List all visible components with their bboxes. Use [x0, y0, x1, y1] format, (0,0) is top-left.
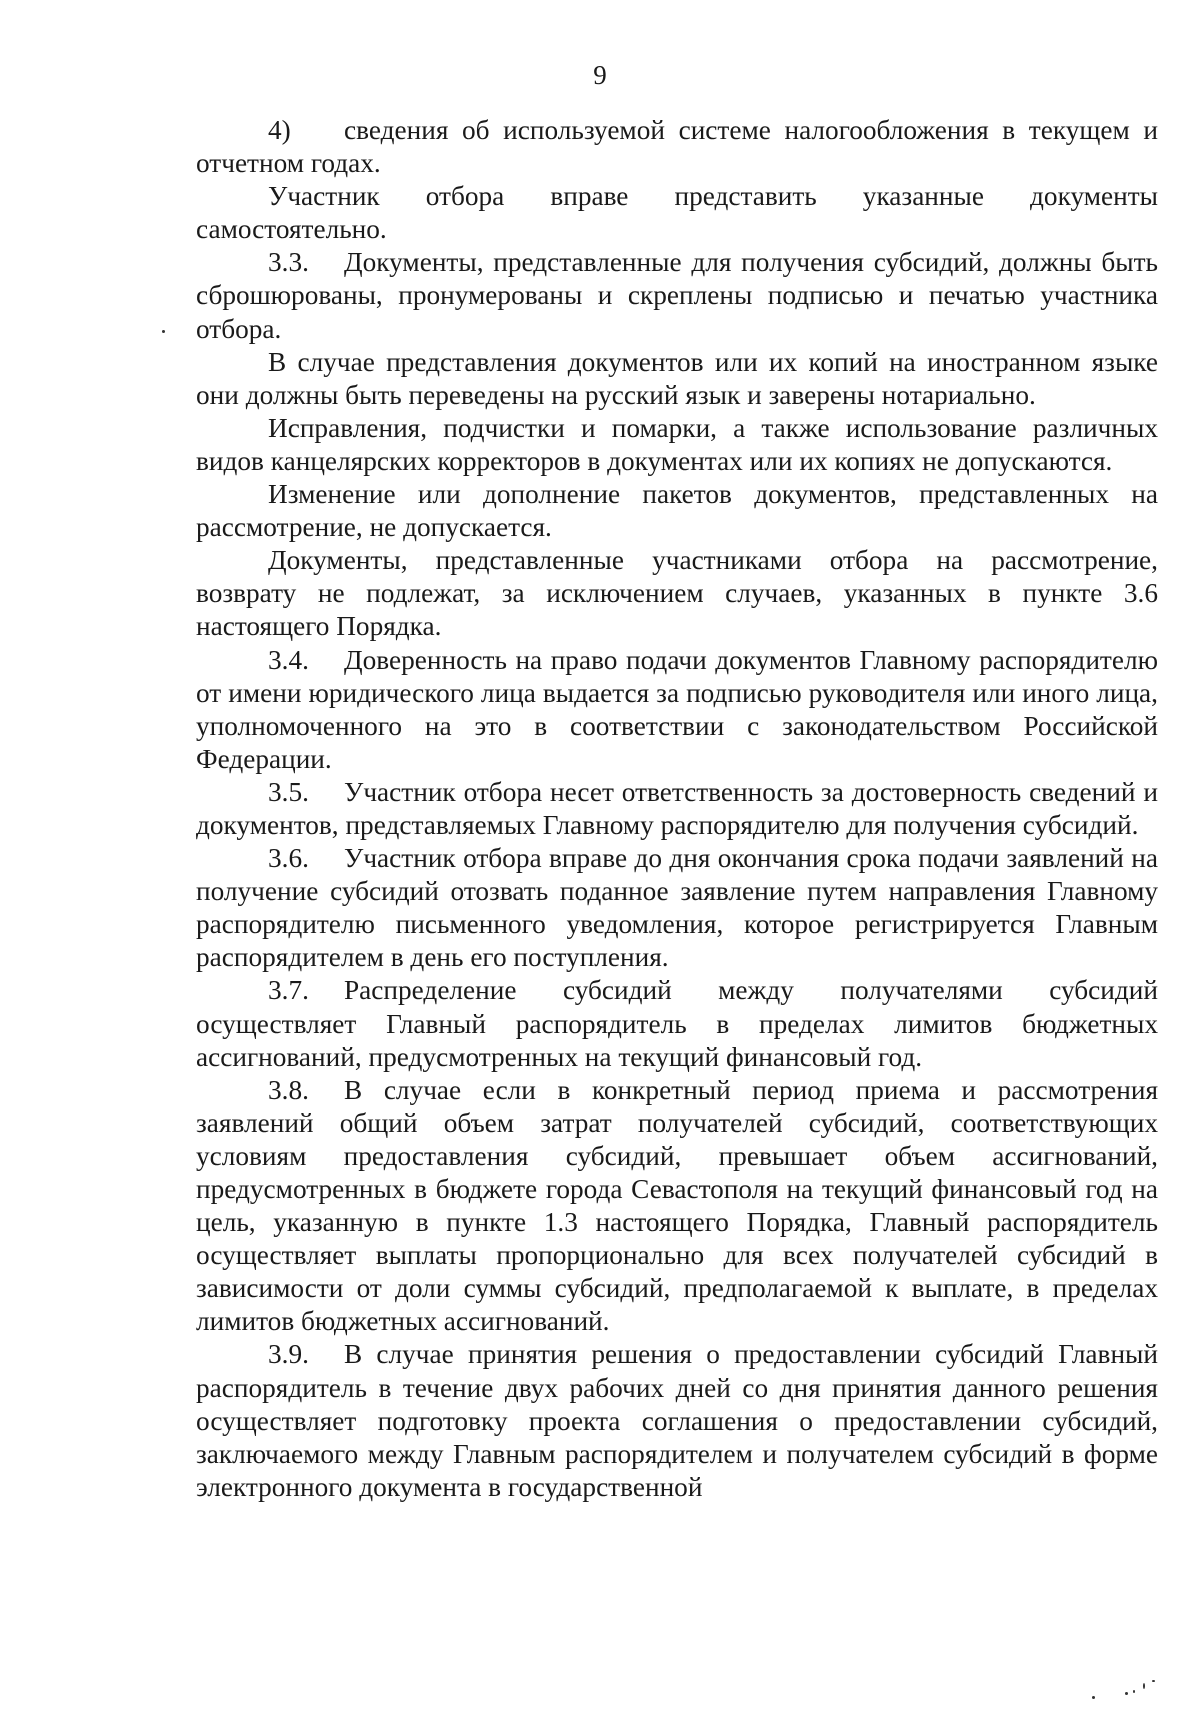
- paragraph-clause-3-5: [196, 776, 1158, 842]
- paragraph-text: сведения об используемой системе налогообложения в текущем и отчетном годах.: [196, 115, 1158, 179]
- paragraph-text: Распределение субсидий между получателями субсидий осуществляет Главный распорядитель в пределах лимитов бюджетных ассигнований, предусмотренных на текущий финансовый год.: [196, 975, 1158, 1072]
- paragraph-text: Участник отбора вправе до дня окончания срока подачи заявлений на получение субсидий отозвать поданное заявление путем направления Главному распорядителю письменного уведомления, которое регистрируется Главным распорядителем в день его поступления.: [196, 843, 1158, 973]
- clause-number: 3.9.: [268, 1339, 309, 1370]
- clause-number: 3.7.: [268, 975, 309, 1006]
- scan-speck: [1125, 1692, 1128, 1695]
- paragraph-package-changes: [196, 478, 1158, 544]
- clause-number: 3.8.: [268, 1074, 309, 1105]
- paragraph-text: Изменение или дополнение пакетов документов, представленных на рассмотрение, не допускается.: [196, 479, 1158, 543]
- paragraph-text: Доверенность на право подачи документов Главному распорядителю от имени юридического лица выдается за подписью руководителя или иного лица, уполномоченного на это в соответствии с законодательством Российской Федерации.: [196, 644, 1158, 774]
- paragraph-item-4: [196, 114, 1158, 180]
- paragraph-no-return: [196, 544, 1158, 643]
- scan-speck: [1152, 1680, 1155, 1682]
- document-body: [196, 114, 1158, 1504]
- paragraph-text: Документы, представленные для получения субсидий, должны быть сброшюрованы, пронумерованы и скреплены подписью и печатью участника отбора.: [196, 247, 1158, 344]
- paragraph-text: В случае если в конкретный период приема и рассмотрения заявлений общий объем затрат получателей субсидий, соответствующих условиям предоставления субсидий, превышает объем ассигнований, предусмотренных в бюджете города Севастополя на текущий финансовый год на цель, указанную в пункте 1.3 настоящего Порядка, Главный распорядитель осуществляет выплаты пропорционально для всех получателей субсидий в зависимости от доли суммы субсидий, предполагаемой к выплате, в пределах лимитов бюджетных ассигнований.: [196, 1074, 1158, 1337]
- paragraph-text: Исправления, подчистки и помарки, а также использование различных видов канцелярских корректоров в документах или их копиях не допускаются.: [196, 412, 1158, 476]
- clause-number: 3.6.: [268, 843, 309, 874]
- paragraph-text: Участник отбора вправе представить указанные документы самостоятельно.: [196, 181, 1158, 245]
- paragraph-clause-3-9: [196, 1338, 1158, 1503]
- clause-number: 3.5.: [268, 776, 309, 807]
- page-number: 9: [593, 60, 607, 90]
- paragraph-clause-3-3: [196, 246, 1158, 345]
- clause-number: 3.4.: [268, 644, 309, 675]
- clause-number: 3.3.: [268, 247, 309, 278]
- paragraph-clause-3-8: [196, 1074, 1158, 1339]
- item-number: 4): [268, 115, 291, 145]
- paragraph-corrections: [196, 412, 1158, 478]
- scan-speck: [162, 330, 165, 333]
- paragraph-text: В случае принятия решения о предоставлении субсидий Главный распорядитель в течение двух рабочих дней со дня принятия данного решения осуществляет подготовку проекта соглашения о предоставлении субсидий, заключаемого между Главным распорядителем и получателем субсидий в форме электронного документа в государственной: [196, 1339, 1158, 1502]
- paragraph-foreign-language: [196, 346, 1158, 412]
- scan-speck: [1143, 1683, 1145, 1689]
- paragraph-text: Участник отбора несет ответственность за достоверность сведений и документов, представляемых Главному распорядителю для получения субсидий.: [196, 776, 1158, 840]
- paragraph-clause-3-4: [196, 644, 1158, 776]
- paragraph-text: Документы, представленные участниками отбора на рассмотрение, возврату не подлежат, за исключением случаев, указанных в пункте 3.6 настоящего Порядка.: [196, 545, 1158, 642]
- scan-speck: [1133, 1690, 1135, 1693]
- paragraph-text: В случае представления документов или их копий на иностранном языке они должны быть переведены на русский язык и заверены нотариально.: [196, 346, 1158, 410]
- scan-speck: [1092, 1696, 1095, 1699]
- paragraph-clause-3-6: [196, 842, 1158, 974]
- paragraph-self-submission: [196, 180, 1158, 246]
- paragraph-clause-3-7: [196, 974, 1158, 1073]
